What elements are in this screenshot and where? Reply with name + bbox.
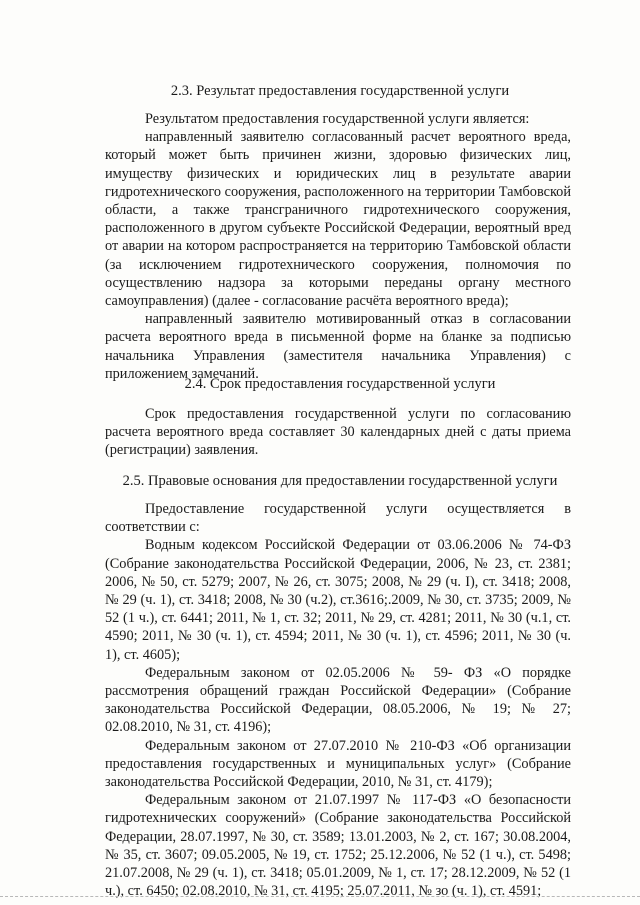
section-2-4-paragraph: Срок предоставления государственной услуги по согласованию расчета вероятного вреда составляет 30 календарных дней с даты приема (регистрации) заявления. [105,406,571,459]
section-2-5-paragraph: Предоставление государственной услуги осуществляется в соответствии с: [105,501,571,536]
section-2-3-body [105,110,571,383]
section-2-5-paragraph: Водным кодексом Российской Федерации от 03.06.2006 № 74-ФЗ (Собрание законодательства Российской Федерации, 2006, № 23, ст. 2381; 2006, № 50, ст. 5279; 2007, № 26, ст. 3075; 2008, № 29 (ч. I), ст. 3418; 2008, № 29 (ч. 1), ст. 3418; 2008, № 30 (ч.2), ст.3616;.2009, № 30, ст. 3735; 2009, № 52 (1 ч.), ст. 6441; 2011, № 1, ст. 32; 2011, № 29, ст. 4281; 2011, № 30 (ч.1, ст. 4590; 2011, № 30 (ч. 1), ст. 4594; 2011, № 30 (ч. 1), ст. 4596; 2011, № 30 (ч. 1), ст. 4605); [105,537,571,663]
section-2-5-body [105,500,571,900]
section-2-5-paragraph: Федеральным законом от 02.05.2006 № 59- ФЗ «О порядке рассмотрения обращений граждан Российской Федерации» (Собрание законодательства Российской Федерации, 08.05.2006, № 19; № 27; 02.08.2010, № 31, ст. 4196); [105,664,571,736]
section-2-4-heading: 2.4. Срок предоставления государственной услуги [184,376,496,392]
section-2-5-paragraph: Федеральным законом от 27.07.2010 № 210-ФЗ «Об организации предоставления государственных и муниципальных услуг» (Собрание законодательства Российской Федерации, 2010, № 31, ст. 4179); [105,737,571,791]
section-2-4-body [105,405,571,460]
section-2-3-paragraph: направленный заявителю согласованный расчет вероятного вреда, который может быть причинен жизни, здоровью физических лиц, имуществу физических и юридических лиц в результате аварии гидротехнического сооружения, расположенного на территории Тамбовской области, а также трансграничного гидротехнического сооружения, расположенного в другом субъекте Российской Федерации, вероятный вред от аварии на котором распространяется на территорию Тамбовской области (за исключением гидротехнического сооружения, полномочия по осуществлению надзора за которыми переданы органу местного самоуправления) (далее - согласование расчёта вероятного вреда); [105,129,571,310]
section-2-3-heading: 2.3. Результат предоставления государственной услуги [170,83,510,99]
scan-edge-divider [0,896,640,897]
section-2-3-paragraph: Результатом предоставления государственной услуги является: [145,111,530,127]
section-2-3-paragraph: направленный заявителю мотивированный отказ в согласовании расчета вероятного вреда в письменной форме на бланке за подписью начальника Управления (заместителя начальника Управления) с приложением замечаний. [105,311,571,382]
section-2-5-heading: 2.5. Правовые основания для предоставлении государственной услуги [122,473,558,489]
section-2-5-paragraph: Федеральным законом от 21.07.1997 № 117-ФЗ «О безопасности гидротехнических сооружений» (Собрание законодательства Российской Федерации, 28.07.1997, № 30, ст. 3589; 13.01.2003, № 2, ст. 167; 30.08.2004, № 35, ст. 3607; 09.05.2005, № 19, ст. 1752; 25.12.2006, № 52 (1 ч.), ст. 5498; 21.07.2008, № 29 (ч. 1), ст. 3418; 05.01.2009, № 1, ст. 17; 28.12.2009, № 52 (1 ч.), ст. 6450; 02.08.2010, № 31, ст. 4195; 25.07.2011, № зо (ч. 1), ст. 4591; [105,792,571,900]
